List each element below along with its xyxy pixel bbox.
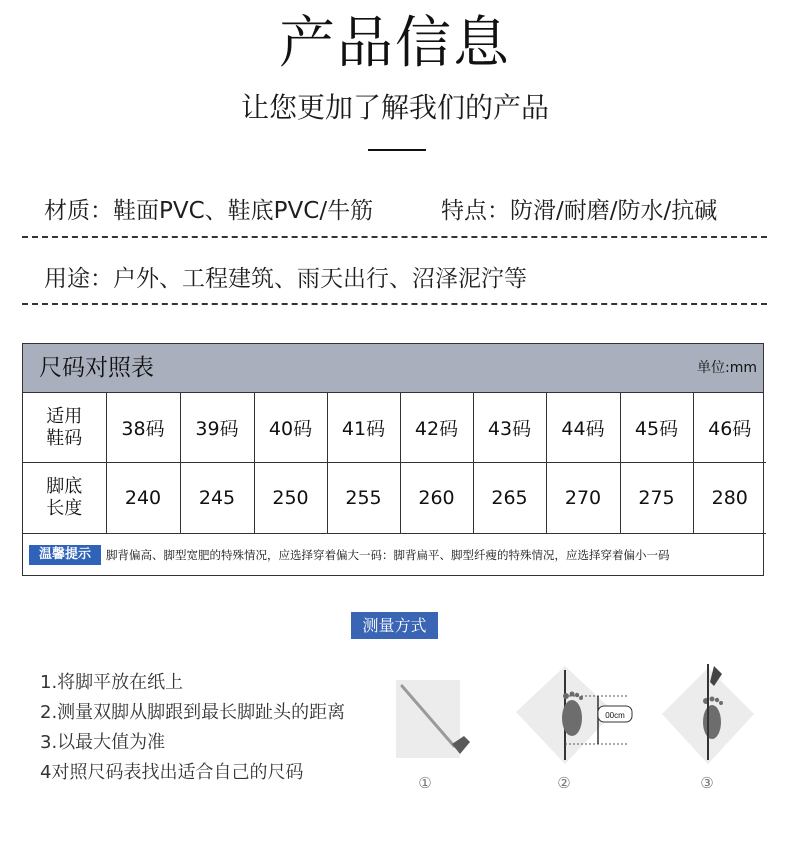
row-label-line: 长度: [46, 498, 83, 519]
length-cell: 270: [546, 463, 620, 534]
material-info: 材质：鞋面PVC、鞋底PVC/牛筋: [44, 198, 374, 224]
foot-length-row-label: [23, 463, 106, 534]
page-title: 产品信息: [279, 11, 511, 76]
length-cell: 250: [254, 463, 327, 534]
foot-icon: [562, 700, 582, 736]
features-info: 特点：防滑/耐磨/防水/抗碱: [441, 198, 718, 224]
size-cell: 41码: [327, 393, 400, 463]
size-cell: 39码: [180, 393, 254, 463]
row-label-line: 鞋码: [46, 427, 83, 449]
row-label-line: 脚底: [46, 476, 83, 497]
size-chart: [22, 343, 764, 576]
figure-label-1: ①: [418, 774, 432, 792]
size-cell: 43码: [473, 393, 546, 463]
figure-label-2: ②: [557, 774, 571, 792]
length-cell: 255: [327, 463, 400, 534]
size-cell: 40码: [254, 393, 327, 463]
measure-title-badge: 测量方式: [351, 612, 438, 639]
length-cell: 245: [180, 463, 254, 534]
tips-row: [23, 534, 763, 576]
size-grid: [23, 393, 766, 534]
shoe-size-row: [23, 393, 766, 463]
measure-step: 3.以最大值为准: [40, 732, 166, 753]
tips-text: 脚背偏高、脚型宽肥的特殊情况，应选择穿着偏大一码：脚背扁平、脚型纤瘦的特殊情况，应选择穿着偏小一码: [106, 548, 670, 562]
foot-icon: [703, 705, 721, 739]
length-cell: 265: [473, 463, 546, 534]
row-label-line: 适用: [46, 405, 83, 427]
figure-label-3: ③: [700, 774, 714, 792]
foot-trace-illustration: [650, 660, 760, 770]
ruler-label: 00cm: [605, 711, 625, 720]
toe-icon: [579, 696, 583, 700]
page-subtitle: 让您更加了解我们的产品: [240, 91, 549, 124]
size-cell: 46码: [693, 393, 766, 463]
size-cell: 45码: [620, 393, 693, 463]
usage-info: 用途：户外、工程建筑、雨天出行、沼泽泥泞等: [44, 266, 527, 292]
dashed-divider: [22, 236, 767, 238]
size-chart-header: [23, 344, 763, 393]
measure-step: 1.将脚平放在纸上: [40, 672, 184, 693]
size-cell: 38码: [106, 393, 180, 463]
dashed-divider: [22, 303, 767, 305]
toe-icon: [715, 698, 719, 702]
measure-steps: [40, 668, 345, 788]
paper-pen-illustration: [390, 676, 480, 766]
length-cell: 280: [693, 463, 766, 534]
measure-step: 2.测量双脚从脚跟到最长脚趾头的距离: [40, 702, 346, 723]
toe-icon: [719, 701, 723, 705]
size-cell: 42码: [400, 393, 473, 463]
toe-icon: [710, 697, 715, 702]
size-chart-unit: 单位:mm: [697, 360, 757, 376]
foot-length-row: [23, 463, 766, 534]
length-cell: 260: [400, 463, 473, 534]
tips-badge: 温馨提示: [29, 545, 101, 565]
shoe-size-row-label: [23, 393, 106, 463]
foot-measure-illustration: [510, 660, 640, 770]
title-divider: [368, 149, 426, 151]
length-cell: 240: [106, 463, 180, 534]
measure-step: 4对照尺码表找出适合自己的尺码: [40, 762, 304, 783]
length-cell: 275: [620, 463, 693, 534]
size-cell: 44码: [546, 393, 620, 463]
size-chart-title: 尺码对照表: [39, 355, 154, 381]
toe-icon: [575, 693, 579, 697]
